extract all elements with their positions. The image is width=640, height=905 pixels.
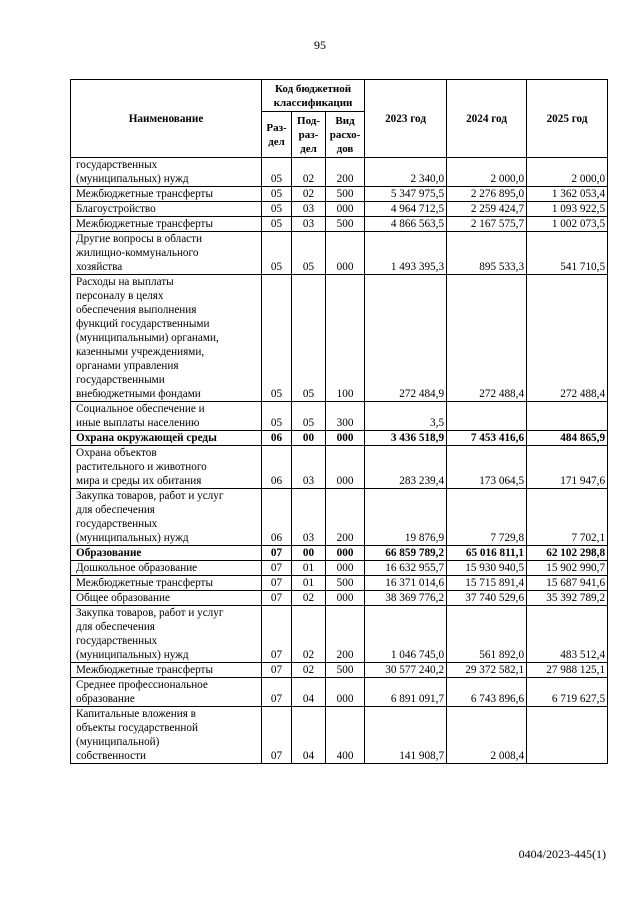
cell-razdel: 07 [262, 576, 292, 591]
table-row [71, 489, 608, 546]
cell-podrazdel: 05 [292, 232, 326, 275]
header-podrazdel: Под- раз- дел [292, 112, 326, 158]
cell-y2023: 141 908,7 [365, 707, 447, 764]
cell-vid: 000 [326, 591, 365, 606]
cell-name: Другие вопросы в области жилищно-коммунального хозяйства [71, 232, 262, 275]
cell-y2024: 2 276 895,0 [447, 187, 527, 202]
cell-vid: 000 [326, 202, 365, 217]
cell-y2024: 2 259 424,7 [447, 202, 527, 217]
cell-vid: 500 [326, 187, 365, 202]
cell-razdel: 05 [262, 232, 292, 275]
cell-y2024: 2 167 575,7 [447, 217, 527, 232]
cell-vid: 000 [326, 431, 365, 446]
cell-podrazdel: 02 [292, 187, 326, 202]
cell-name: Образование [71, 546, 262, 561]
cell-y2024: 7 453 416,6 [447, 431, 527, 446]
cell-podrazdel: 02 [292, 606, 326, 663]
cell-vid: 100 [326, 275, 365, 402]
table-row [71, 678, 608, 707]
cell-y2025: 15 902 990,7 [527, 561, 608, 576]
table-row [71, 576, 608, 591]
cell-vid: 200 [326, 606, 365, 663]
cell-podrazdel: 00 [292, 546, 326, 561]
cell-podrazdel: 04 [292, 678, 326, 707]
cell-y2023: 6 891 091,7 [365, 678, 447, 707]
cell-y2025: 2 000,0 [527, 158, 608, 187]
table-row [71, 591, 608, 606]
cell-y2024: 29 372 582,1 [447, 663, 527, 678]
cell-y2024: 65 016 811,1 [447, 546, 527, 561]
cell-y2023: 1 493 395,3 [365, 232, 447, 275]
cell-podrazdel: 01 [292, 561, 326, 576]
cell-razdel: 05 [262, 275, 292, 402]
cell-y2023: 4 964 712,5 [365, 202, 447, 217]
cell-y2024: 7 729,8 [447, 489, 527, 546]
cell-razdel: 07 [262, 546, 292, 561]
cell-name: Среднее профессиональное образование [71, 678, 262, 707]
cell-name: Межбюджетные трансферты [71, 663, 262, 678]
cell-y2023: 19 876,9 [365, 489, 447, 546]
cell-y2025: 483 512,4 [527, 606, 608, 663]
table-row [71, 217, 608, 232]
cell-y2023: 5 347 975,5 [365, 187, 447, 202]
cell-razdel: 05 [262, 217, 292, 232]
cell-name: Закупка товаров, работ и услуг для обеспечения государственных (муниципальных) нужд [71, 489, 262, 546]
cell-y2025: 272 488,4 [527, 275, 608, 402]
cell-name: государственных (муниципальных) нужд [71, 158, 262, 187]
cell-vid: 300 [326, 402, 365, 431]
cell-y2023: 3 436 518,9 [365, 431, 447, 446]
cell-y2023: 38 369 776,2 [365, 591, 447, 606]
cell-razdel: 07 [262, 606, 292, 663]
cell-y2023: 272 484,9 [365, 275, 447, 402]
cell-y2025 [527, 707, 608, 764]
header-2023: 2023 год [365, 80, 447, 158]
cell-podrazdel: 03 [292, 489, 326, 546]
cell-vid: 000 [326, 561, 365, 576]
cell-name: Благоустройство [71, 202, 262, 217]
cell-y2024: 2 008,4 [447, 707, 527, 764]
table-row [71, 446, 608, 489]
cell-podrazdel: 04 [292, 707, 326, 764]
cell-podrazdel: 03 [292, 446, 326, 489]
cell-podrazdel: 01 [292, 576, 326, 591]
cell-y2024: 2 000,0 [447, 158, 527, 187]
cell-y2025: 15 687 941,6 [527, 576, 608, 591]
cell-y2023: 16 632 955,7 [365, 561, 447, 576]
cell-razdel: 06 [262, 446, 292, 489]
cell-podrazdel: 05 [292, 275, 326, 402]
header-code-group: Код бюджетной классификации [262, 80, 365, 112]
table-row [71, 232, 608, 275]
table-row [71, 202, 608, 217]
table-row [71, 187, 608, 202]
cell-y2024: 15 715 891,4 [447, 576, 527, 591]
header-2024: 2024 год [447, 80, 527, 158]
cell-y2023: 2 340,0 [365, 158, 447, 187]
cell-y2023: 16 371 014,6 [365, 576, 447, 591]
cell-vid: 500 [326, 576, 365, 591]
cell-razdel: 05 [262, 402, 292, 431]
cell-vid: 500 [326, 217, 365, 232]
cell-vid: 400 [326, 707, 365, 764]
cell-y2025: 1 362 053,4 [527, 187, 608, 202]
cell-name: Дошкольное образование [71, 561, 262, 576]
cell-vid: 500 [326, 663, 365, 678]
table-row [71, 663, 608, 678]
cell-y2023: 1 046 745,0 [365, 606, 447, 663]
cell-razdel: 07 [262, 678, 292, 707]
cell-razdel: 07 [262, 707, 292, 764]
header-name: Наименование [71, 80, 262, 158]
cell-name: Расходы на выплаты персоналу в целях обеспечения выполнения функций государственными (муниципальными) органами, казенными учреждениями, органами управления государственными внебюджетными фондами [71, 275, 262, 402]
cell-y2025: 27 988 125,1 [527, 663, 608, 678]
cell-y2025: 7 702,1 [527, 489, 608, 546]
cell-podrazdel: 02 [292, 591, 326, 606]
cell-y2024: 15 930 940,5 [447, 561, 527, 576]
cell-razdel: 05 [262, 187, 292, 202]
cell-y2023: 283 239,4 [365, 446, 447, 489]
cell-y2023: 66 859 789,2 [365, 546, 447, 561]
cell-y2024: 37 740 529,6 [447, 591, 527, 606]
table-row [71, 402, 608, 431]
cell-name: Капитальные вложения в объекты государственной (муниципальной) собственности [71, 707, 262, 764]
cell-y2023: 3,5 [365, 402, 447, 431]
cell-name: Межбюджетные трансферты [71, 576, 262, 591]
cell-podrazdel: 02 [292, 663, 326, 678]
cell-y2025: 171 947,6 [527, 446, 608, 489]
cell-y2025: 62 102 298,8 [527, 546, 608, 561]
cell-podrazdel: 02 [292, 158, 326, 187]
cell-name: Охрана объектов растительного и животного мира и среды их обитания [71, 446, 262, 489]
cell-razdel: 06 [262, 489, 292, 546]
cell-vid: 000 [326, 446, 365, 489]
table-row [71, 275, 608, 402]
cell-podrazdel: 05 [292, 402, 326, 431]
cell-vid: 000 [326, 546, 365, 561]
header-razdel: Раз- дел [262, 112, 292, 158]
budget-table [70, 79, 608, 764]
cell-y2025: 541 710,5 [527, 232, 608, 275]
cell-y2025: 484 865,9 [527, 431, 608, 446]
cell-name: Социальное обеспечение и иные выплаты населению [71, 402, 262, 431]
cell-razdel: 05 [262, 202, 292, 217]
page-number: 95 [314, 38, 326, 52]
cell-razdel: 07 [262, 561, 292, 576]
cell-podrazdel: 03 [292, 202, 326, 217]
cell-y2024 [447, 402, 527, 431]
cell-name: Межбюджетные трансферты [71, 217, 262, 232]
header-vid: Вид расхо- дов [326, 112, 365, 158]
table-row [71, 606, 608, 663]
cell-y2024: 561 892,0 [447, 606, 527, 663]
cell-podrazdel: 03 [292, 217, 326, 232]
cell-y2024: 272 488,4 [447, 275, 527, 402]
cell-podrazdel: 00 [292, 431, 326, 446]
cell-y2024: 895 533,3 [447, 232, 527, 275]
cell-y2024: 6 743 896,6 [447, 678, 527, 707]
table-row [71, 707, 608, 764]
cell-y2023: 4 866 563,5 [365, 217, 447, 232]
cell-y2025: 6 719 627,5 [527, 678, 608, 707]
cell-razdel: 05 [262, 158, 292, 187]
cell-y2025: 35 392 789,2 [527, 591, 608, 606]
header-2025: 2025 год [527, 80, 608, 158]
cell-name: Охрана окружающей среды [71, 431, 262, 446]
cell-razdel: 07 [262, 663, 292, 678]
cell-vid: 200 [326, 489, 365, 546]
cell-vid: 200 [326, 158, 365, 187]
cell-name: Межбюджетные трансферты [71, 187, 262, 202]
cell-razdel: 06 [262, 431, 292, 446]
cell-razdel: 07 [262, 591, 292, 606]
cell-y2024: 173 064,5 [447, 446, 527, 489]
cell-y2023: 30 577 240,2 [365, 663, 447, 678]
cell-name: Закупка товаров, работ и услуг для обеспечения государственных (муниципальных) нужд [71, 606, 262, 663]
table-row [71, 431, 608, 446]
cell-y2025: 1 093 922,5 [527, 202, 608, 217]
table-row [71, 561, 608, 576]
cell-vid: 000 [326, 678, 365, 707]
cell-name: Общее образование [71, 591, 262, 606]
document-code: 0404/2023-445(1) [518, 847, 606, 861]
table-row [71, 158, 608, 187]
table-row [71, 546, 608, 561]
table-body [71, 158, 608, 764]
cell-y2025: 1 002 073,5 [527, 217, 608, 232]
cell-y2025 [527, 402, 608, 431]
cell-vid: 000 [326, 232, 365, 275]
